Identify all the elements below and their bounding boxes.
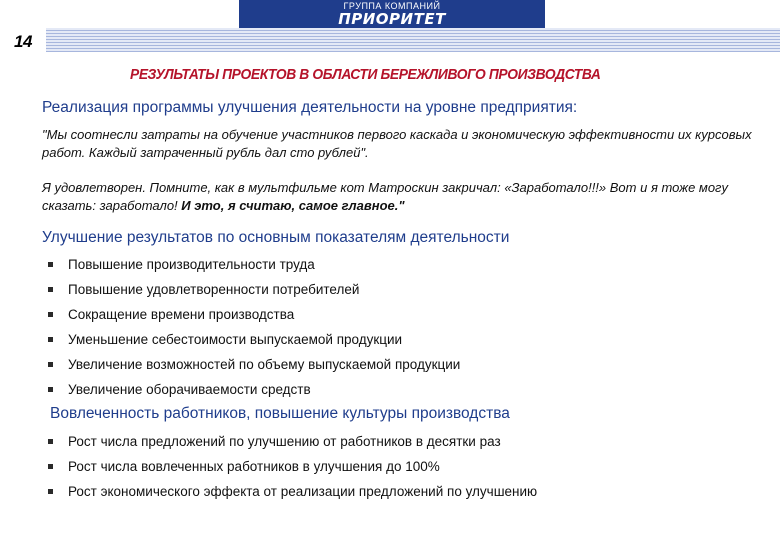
list-item-text: Рост числа вовлеченных работников в улучшения до 100% xyxy=(68,459,440,474)
list-item xyxy=(48,252,460,277)
list-item-text: Сокращение времени производства xyxy=(68,307,295,322)
bullet-square-icon xyxy=(48,439,53,444)
section-heading-indicators: Улучшение результатов по основным показателям деятельности xyxy=(42,229,510,246)
list-item-text: Уменьшение себестоимости выпускаемой продукции xyxy=(68,332,403,347)
quote-satisfaction xyxy=(42,179,772,215)
bullet-square-icon xyxy=(48,387,53,392)
list-item-text: Увеличение оборачиваемости средств xyxy=(68,382,311,397)
section-heading-engagement: Вовлеченность работников, повышение культуры производства xyxy=(50,405,510,422)
list-item-text: Рост числа предложений по улучшению от работников в десятки раз xyxy=(68,434,501,449)
quote-costs: "Мы соотнесли затраты на обучение участников первого каскада и экономическую эффективности их курсовых работ. Каждый затраченный рубль дал сто рублей". xyxy=(42,127,752,160)
list-item-text: Увеличение возможностей по объему выпускаемой продукции xyxy=(68,357,461,372)
list-item xyxy=(48,352,460,377)
bullet-square-icon xyxy=(48,262,53,267)
page-title: РЕЗУЛЬТАТЫ ПРОЕКТОВ В ОБЛАСТИ БЕРЕЖЛИВОГО ПРОИЗВОДСТВА xyxy=(130,66,601,83)
header-stripe-band xyxy=(46,28,780,52)
bullet-square-icon xyxy=(48,362,53,367)
list-item xyxy=(48,277,460,302)
bullet-square-icon xyxy=(48,489,53,494)
logo-group-label: ГРУППА КОМПАНИЙ xyxy=(343,1,441,11)
list-item xyxy=(48,429,537,454)
logo-company-name: ПРИОРИТЕТ xyxy=(338,10,446,28)
list-item xyxy=(48,377,460,402)
list-item-text: Рост экономического эффекта от реализации предложений по улучшению xyxy=(68,484,538,499)
list-item-text: Повышение удовлетворенности потребителей xyxy=(68,282,360,297)
bullet-square-icon xyxy=(48,464,53,469)
quote-satisfaction-text: Я удовлетворен. Помните, как в мультфильме кот Матроскин закричал: «Заработало!!!» Вот и я тоже могу сказать: заработало! xyxy=(42,180,728,213)
bullet-square-icon xyxy=(48,287,53,292)
list-item xyxy=(48,327,460,352)
quote-satisfaction-emphasis: И это, я считаю, самое главное." xyxy=(181,198,405,213)
list-item xyxy=(48,454,537,479)
section-heading-program: Реализация программы улучшения деятельности на уровне предприятия: xyxy=(42,99,578,116)
list-item xyxy=(48,479,537,504)
engagement-list xyxy=(48,429,537,504)
list-item-text: Повышение производительности труда xyxy=(68,257,315,272)
bullet-square-icon xyxy=(48,312,53,317)
list-item xyxy=(48,302,460,327)
bullet-square-icon xyxy=(48,337,53,342)
indicators-list xyxy=(48,252,460,402)
page-number: 14 xyxy=(14,32,32,51)
company-logo xyxy=(239,0,545,28)
